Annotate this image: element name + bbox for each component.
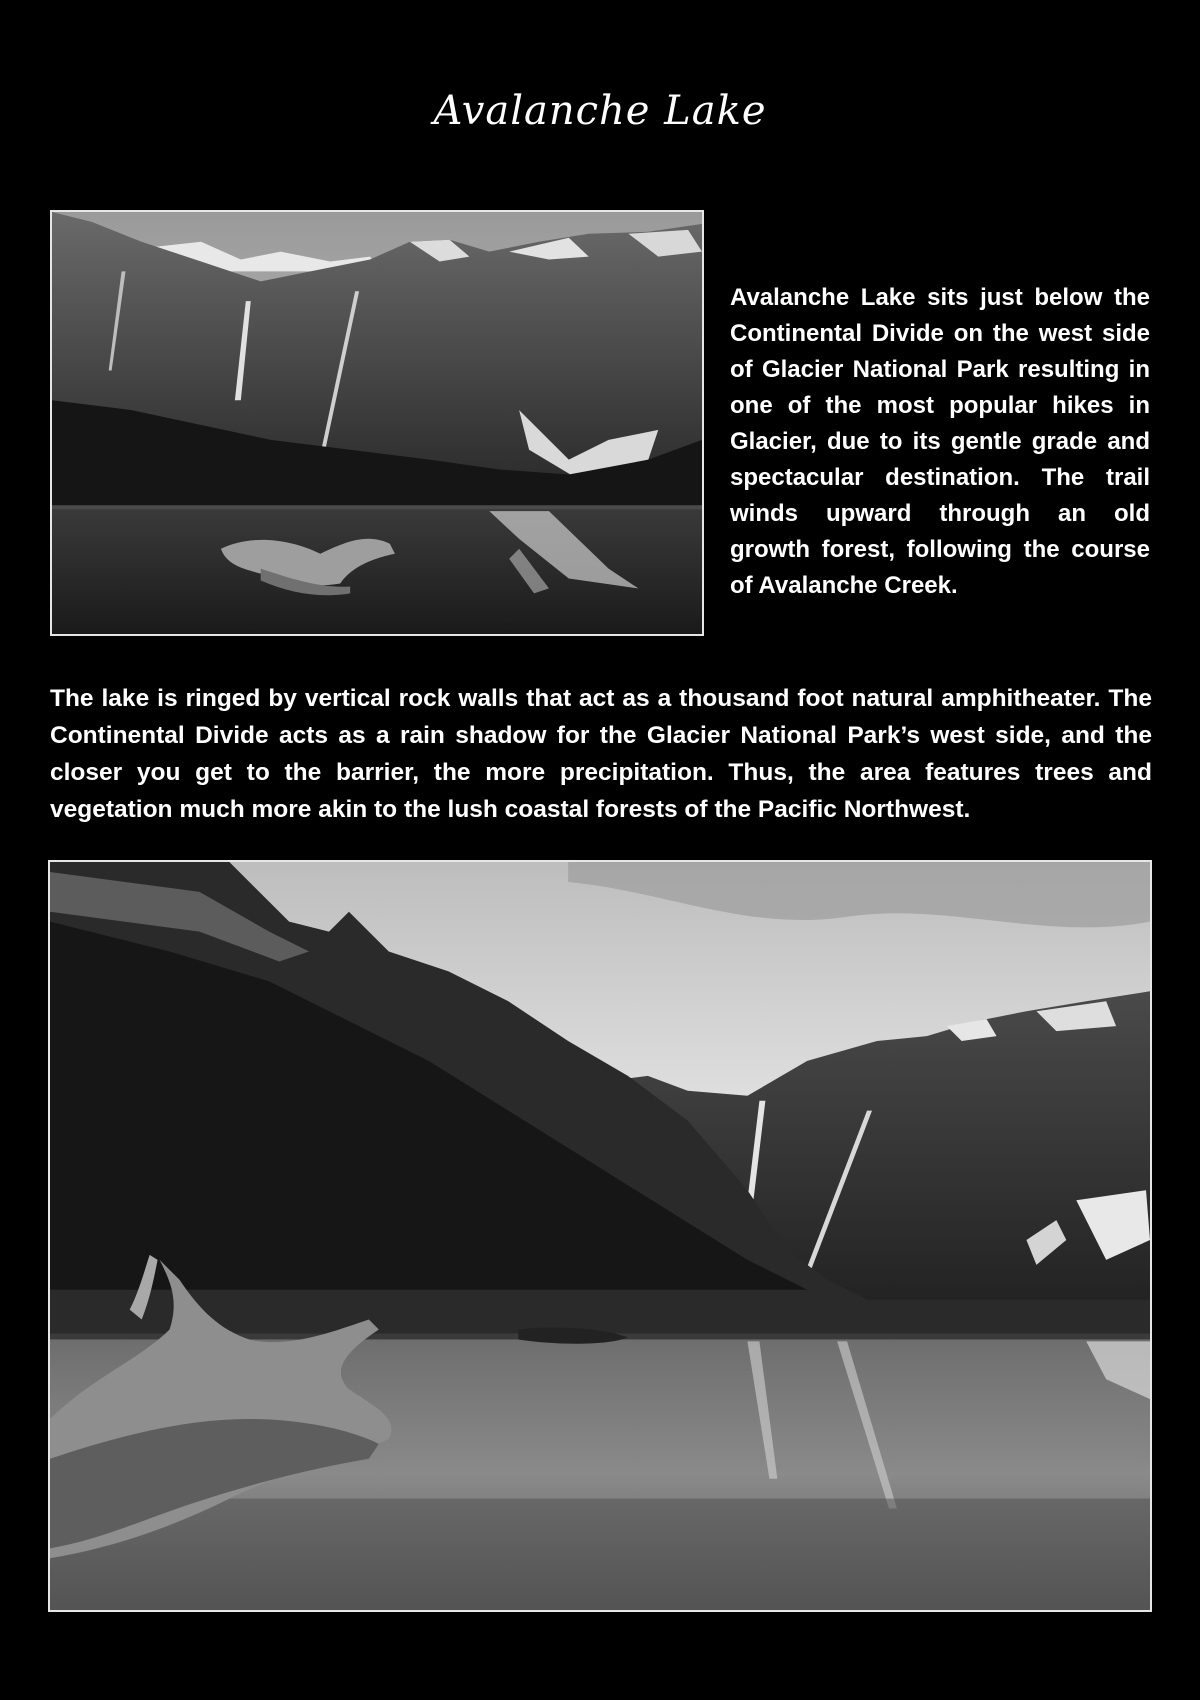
lake-photo-bottom (48, 860, 1152, 1612)
intro-paragraph: Avalanche Lake sits just below the Continental Divide on the west side of Glacier National Park resulting in one of the most popular hikes in Glacier, due to its gentle grade and spectacular destination. The trail winds upward through an old growth forest, following the course of Avalanche Creek. (730, 284, 1150, 599)
lake-photo-top (50, 210, 704, 636)
page-title: Avalanche Lake (433, 88, 767, 134)
lake-landscape-image-2 (50, 862, 1150, 1610)
lake-landscape-image-1 (52, 212, 702, 634)
body-paragraph: The lake is ringed by vertical rock walls that act as a thousand foot natural amphitheater. The Continental Divide acts as a rain shadow for the Glacier National Park’s west side, and the closer you get to the barrier, the more precipitation. Thus, the area features trees and vegetation much more akin to the lush coastal forests of the Pacific Northwest. (50, 685, 1152, 823)
